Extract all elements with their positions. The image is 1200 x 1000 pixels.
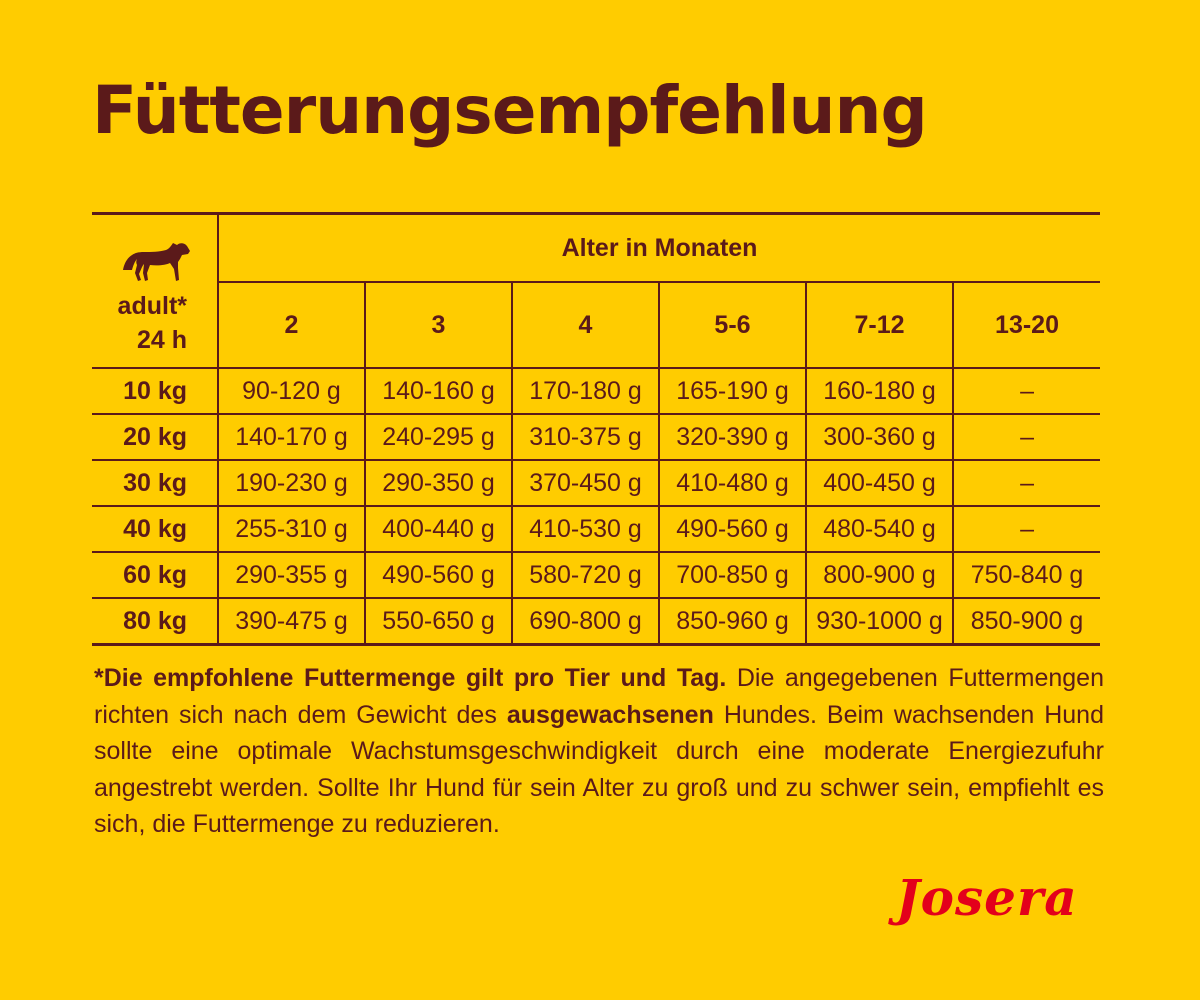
amount-cell: 850-900 g: [953, 598, 1100, 645]
josera-logo: Josera: [896, 868, 1078, 927]
amount-cell: 750-840 g: [953, 552, 1100, 598]
amount-cell: 400-450 g: [806, 460, 953, 506]
page-title: Fütterungsempfehlung: [92, 72, 927, 149]
amount-cell: 390-475 g: [218, 598, 365, 645]
table-row: [92, 368, 1100, 414]
weight-cell: 20 kg: [92, 414, 218, 460]
amount-cell: 310-375 g: [512, 414, 659, 460]
amount-cell: –: [953, 506, 1100, 552]
amount-cell: 410-530 g: [512, 506, 659, 552]
hours-label: 24 h: [136, 326, 187, 354]
month-header: 13-20: [953, 282, 1100, 368]
amount-cell: 140-160 g: [365, 368, 512, 414]
amount-cell: 290-355 g: [218, 552, 365, 598]
amount-cell: 550-650 g: [365, 598, 512, 645]
amount-cell: 370-450 g: [512, 460, 659, 506]
amount-cell: 480-540 g: [806, 506, 953, 552]
weight-cell: 30 kg: [92, 460, 218, 506]
amount-cell: 850-960 g: [659, 598, 806, 645]
table-header-row: [92, 214, 1100, 283]
amount-cell: 170-180 g: [512, 368, 659, 414]
amount-cell: 930-1000 g: [806, 598, 953, 645]
adult-label: adult*: [117, 292, 187, 320]
table-row: [92, 414, 1100, 460]
feeding-table: [92, 212, 1100, 646]
amount-cell: 320-390 g: [659, 414, 806, 460]
amount-cell: 240-295 g: [365, 414, 512, 460]
amount-cell: –: [953, 414, 1100, 460]
amount-cell: 490-560 g: [365, 552, 512, 598]
amount-cell: –: [953, 368, 1100, 414]
dog-icon: [119, 241, 191, 285]
age-group-header: Alter in Monaten: [218, 214, 1100, 283]
amount-cell: 160-180 g: [806, 368, 953, 414]
month-header: 4: [512, 282, 659, 368]
table-row: [92, 506, 1100, 552]
amount-cell: 690-800 g: [512, 598, 659, 645]
weight-cell: 40 kg: [92, 506, 218, 552]
weight-cell: 60 kg: [92, 552, 218, 598]
amount-cell: 255-310 g: [218, 506, 365, 552]
amount-cell: 580-720 g: [512, 552, 659, 598]
footnote-bold-word: ausgewachsenen: [506, 700, 714, 729]
footnote-text-2: Hundes. Beim wachsenden Hund sollte eine optimale Wachstumsgeschwindigkeit durch eine moderate Energiezufuhr angestrebt werden. Sollte Ihr Hund für sein Alter zu groß und zu schwer sein, empfiehlt es sich, die Futtermenge zu reduzieren.: [94, 700, 1104, 838]
month-header: 5-6: [659, 282, 806, 368]
amount-cell: 190-230 g: [218, 460, 365, 506]
amount-cell: 165-190 g: [659, 368, 806, 414]
amount-cell: 300-360 g: [806, 414, 953, 460]
footnote-bold-intro: *Die empfohlene Futtermenge gilt pro Tier und Tag.: [94, 664, 727, 692]
month-header: 7-12: [806, 282, 953, 368]
amount-cell: 700-850 g: [659, 552, 806, 598]
weight-cell: 10 kg: [92, 368, 218, 414]
amount-cell: –: [953, 460, 1100, 506]
table-row: [92, 598, 1100, 645]
footnote: [94, 660, 1104, 843]
table-row: [92, 460, 1100, 506]
amount-cell: 290-350 g: [365, 460, 512, 506]
amount-cell: 400-440 g: [365, 506, 512, 552]
amount-cell: 140-170 g: [218, 414, 365, 460]
weight-cell: 80 kg: [92, 598, 218, 645]
month-header: 3: [365, 282, 512, 368]
table-corner: [92, 214, 218, 369]
amount-cell: 800-900 g: [806, 552, 953, 598]
footnote-text-1: Die angegebenen Futtermengen richten sich nach dem Gewicht des: [94, 664, 1104, 729]
month-header: 2: [218, 282, 365, 368]
amount-cell: 490-560 g: [659, 506, 806, 552]
amount-cell: 90-120 g: [218, 368, 365, 414]
amount-cell: 410-480 g: [659, 460, 806, 506]
months-row: [92, 282, 1100, 368]
table-row: [92, 552, 1100, 598]
